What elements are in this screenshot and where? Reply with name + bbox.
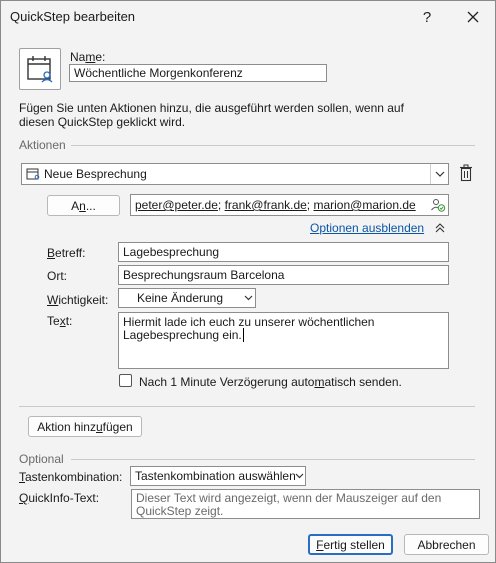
collapse-icon[interactable] <box>435 222 447 234</box>
finish-button[interactable]: F ertig stellen <box>308 534 393 555</box>
name-label: Name: <box>70 50 106 64</box>
actions-bottom-divider <box>19 406 475 407</box>
optional-divider <box>71 459 475 460</box>
chevron-down-icon[interactable] <box>293 467 305 485</box>
calendar-icon <box>20 49 60 89</box>
subject-input[interactable]: Lagebesprechung <box>118 242 449 262</box>
chevron-down-icon[interactable] <box>241 289 255 307</box>
close-icon <box>467 11 479 23</box>
subject-label: Betreff: <box>47 246 86 260</box>
recipient[interactable]: frank@frank.de <box>224 198 307 212</box>
dialog-title: QuickStep bearbeiten <box>10 9 136 24</box>
delete-action-button[interactable] <box>459 164 473 182</box>
name-input[interactable]: Wöchentliche Morgenkonferenz <box>69 64 327 82</box>
calendar-icon <box>25 166 41 182</box>
quickinfo-input[interactable]: Dieser Text wird angezeigt, wenn der Mauszeiger auf den QuickStep zeigt. <box>131 489 480 519</box>
quickinfo-label: QuickInfo-Text: <box>19 491 100 505</box>
shortcut-value: Tastenkombination auswählen <box>135 469 296 483</box>
address-book-icon[interactable] <box>430 197 446 213</box>
text-label: Text: <box>47 314 73 328</box>
title-bar <box>1 1 495 33</box>
optional-section-label: Optional <box>19 452 64 466</box>
action-type-select[interactable] <box>21 163 449 185</box>
to-button[interactable]: A n ... <box>47 195 120 216</box>
cancel-button[interactable]: Abbrechen <box>404 534 489 555</box>
instructions-text: Fügen Sie unten Aktionen hinzu, die ausgeführt werden sollen, wenn auf diesen QuickStep geklickt wird. <box>19 101 404 129</box>
actions-section-label: Aktionen <box>19 138 66 152</box>
location-input[interactable]: Besprechungsraum Barcelona <box>118 265 449 285</box>
close-button[interactable] <box>460 5 486 29</box>
importance-value: Keine Änderung <box>136 291 224 305</box>
recipient[interactable]: marion@marion.de <box>313 198 416 212</box>
help-button[interactable]: ? <box>422 8 432 26</box>
actions-divider <box>71 145 475 146</box>
auto-send-label[interactable]: Nach 1 Minute Verzögerung automatisch senden. <box>139 375 402 389</box>
recipients-input[interactable]: peter@peter.de; frank@frank.de; marion@marion.de <box>130 194 449 216</box>
quickstep-icon-button[interactable] <box>19 48 61 90</box>
auto-send-checkbox[interactable] <box>119 374 132 387</box>
importance-select[interactable] <box>118 288 256 308</box>
add-action-button[interactable]: Aktion hinz u fügen <box>28 416 142 437</box>
importance-label: Wichtigkeit: <box>47 293 109 307</box>
shortcut-select[interactable] <box>130 466 306 486</box>
action-type-value: Neue Besprechung <box>44 167 147 181</box>
chevron-down-icon[interactable] <box>430 164 448 184</box>
body-textarea[interactable]: Hiermit lade ich euch zu unserer wöchentlichen Lagebesprechung ein. <box>118 312 449 369</box>
shortcut-label: Tastenkombination: <box>19 470 123 484</box>
location-label: Ort: <box>47 269 67 283</box>
recipient[interactable]: peter@peter.de <box>135 198 218 212</box>
trash-icon <box>459 164 473 182</box>
hide-options-link[interactable]: Optionen ausblenden <box>310 221 425 235</box>
